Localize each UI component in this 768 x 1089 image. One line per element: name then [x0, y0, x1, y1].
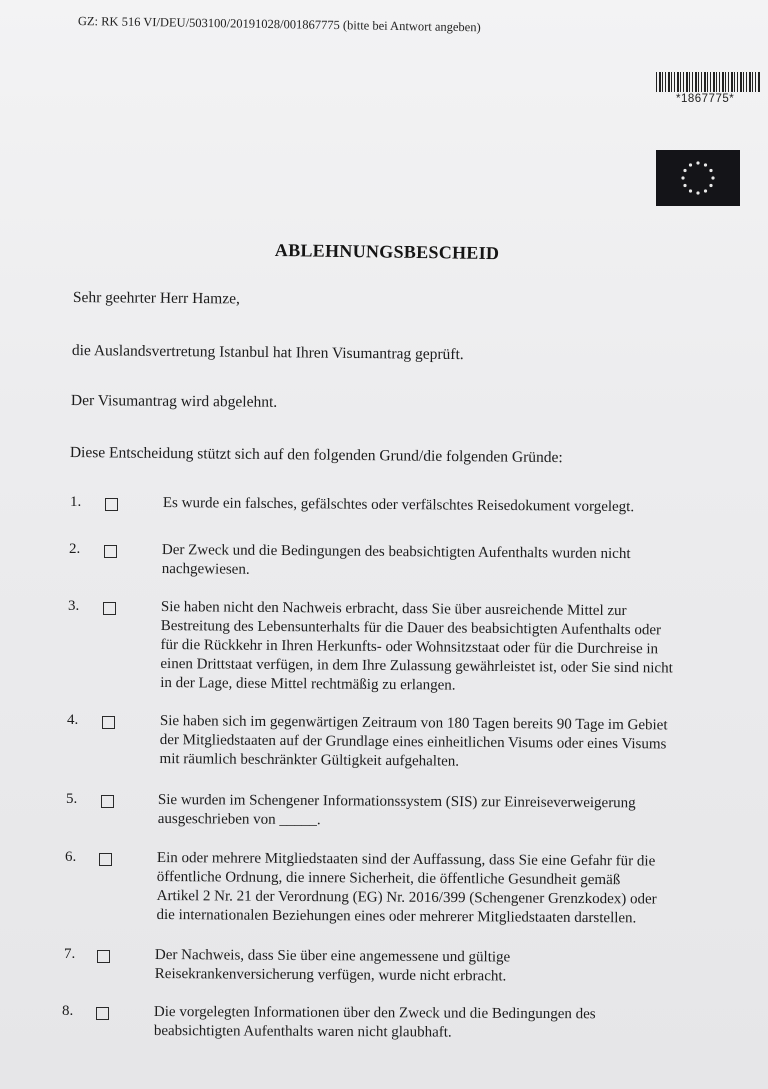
- reason-checkbox[interactable]: [102, 716, 115, 729]
- reason-text: [156, 849, 657, 928]
- reason-number: 6.: [65, 849, 77, 865]
- reason-text-line: Der Nachweis, dass Sie über eine angemessene und gültige: [154, 947, 511, 966]
- salutation: Sehr geehrter Herr Hamze,: [72, 289, 240, 308]
- reason-text-line: Die vorgelegten Informationen über den Zweck und die Bedingungen des: [153, 1004, 596, 1023]
- reason-checkbox[interactable]: [96, 1007, 109, 1020]
- document-title: ABLEHNUNGSBESCHEID: [274, 240, 500, 264]
- reason-text-line: die internationalen Beziehungen eines oder mehrerer Mitgliedstaaten darstellen.: [156, 906, 637, 927]
- intro-paragraph: die Auslandsvertretung Istanbul hat Ihren Visumantrag geprüft.: [71, 342, 464, 364]
- reason-text-line: mit räumlich beschränkter Gültigkeit aufgehalten.: [159, 750, 460, 770]
- reason-text-line: Ein oder mehrere Mitgliedstaaten sind der Auffassung, dass Sie eine Gefahr für die: [156, 850, 656, 870]
- reason-text: [160, 598, 673, 697]
- eu-flag-icon: [656, 150, 740, 206]
- reason-text: [155, 946, 511, 986]
- reason-checkbox[interactable]: [103, 602, 116, 615]
- barcode-number: *1867775*: [676, 93, 735, 105]
- rejection-statement: Der Visumantrag wird abgelehnt.: [70, 392, 278, 411]
- reason-text-line: Reisekrankenversicherung verfügen, wurde nicht erbracht.: [154, 965, 507, 985]
- reason-text-line: der Mitgliedstaaten auf der Grundlage eines einheitlichen Visums oder eines Visums: [159, 731, 667, 753]
- reason-number: 8.: [62, 1003, 74, 1019]
- reason-checkbox[interactable]: [104, 545, 117, 558]
- reason-number: 3.: [68, 598, 80, 614]
- reason-text-line: Sie wurden im Schengener Informationssystem (SIS) zur Einreiseverweigerung: [157, 792, 636, 812]
- reason-text: [163, 494, 634, 517]
- reason-text-line: ausgeschrieben von _____.: [157, 810, 321, 829]
- reason-checkbox[interactable]: [105, 498, 118, 511]
- reason-text-line: Bestreitung des Lebensunterhalts für die Dauer des beabsichtigten Aufenthalts oder: [160, 617, 662, 639]
- reason-text-line: Es wurde ein falsches, gefälschtes oder verfälschtes Reisedokument vorgelegt.: [162, 494, 635, 516]
- reason-text-line: Sie haben nicht den Nachweis erbracht, dass Sie über ausreichende Mittel zur: [160, 598, 627, 620]
- reason-text-line: Artikel 2 Nr. 21 der Verordnung (EG) Nr. 2016/399 (Schengener Grenzkodex) oder: [156, 887, 657, 908]
- reason-checkbox[interactable]: [99, 853, 112, 866]
- reference-number: GZ: RK 516 VI/DEU/503100/20191028/001867775 (bitte bei Antwort angeben): [77, 14, 481, 35]
- reason-checkbox[interactable]: [97, 950, 110, 963]
- reason-number: 1.: [70, 494, 82, 510]
- barcode-icon: [656, 72, 760, 92]
- reason-text: [160, 712, 668, 773]
- reason-text: [162, 541, 631, 583]
- reason-number: 2.: [69, 541, 81, 557]
- reason-text-line: für die Rückkehr in Ihren Herkunfts- oder Wohnsitzstaat oder für die Durchreise in: [160, 636, 659, 658]
- reason-text-line: Der Zweck und die Bedingungen des beabsichtigten Aufenthalts wurden nicht: [161, 541, 631, 563]
- reason-text-line: Sie haben sich im gegenwärtigen Zeitraum von 180 Tagen bereits 90 Tage im Gebiet: [159, 712, 668, 734]
- reasons-intro: Diese Entscheidung stützt sich auf den folgenden Grund/die folgenden Gründe:: [69, 444, 563, 467]
- reason-text: [158, 791, 636, 832]
- reason-number: 4.: [67, 712, 79, 728]
- reason-number: 7.: [64, 946, 76, 962]
- reason-text: [154, 1003, 596, 1043]
- reason-text-line: beabsichtigten Aufenthalts waren nicht glaubhaft.: [153, 1022, 452, 1041]
- reason-text-line: in der Lage, diese Mittel rechtmäßig zu erlangen.: [160, 674, 456, 694]
- reason-number: 5.: [66, 791, 78, 807]
- reason-text-line: öffentliche Ordnung, die innere Sicherheit, die öffentliche Gesundheit gemäß: [156, 868, 621, 889]
- reason-checkbox[interactable]: [101, 795, 114, 808]
- reason-text-line: nachgewiesen.: [161, 560, 250, 578]
- reason-text-line: einen Drittstaat verfügen, in dem Ihre Zulassung gewährleistet ist, oder Sie sind nicht: [160, 655, 673, 677]
